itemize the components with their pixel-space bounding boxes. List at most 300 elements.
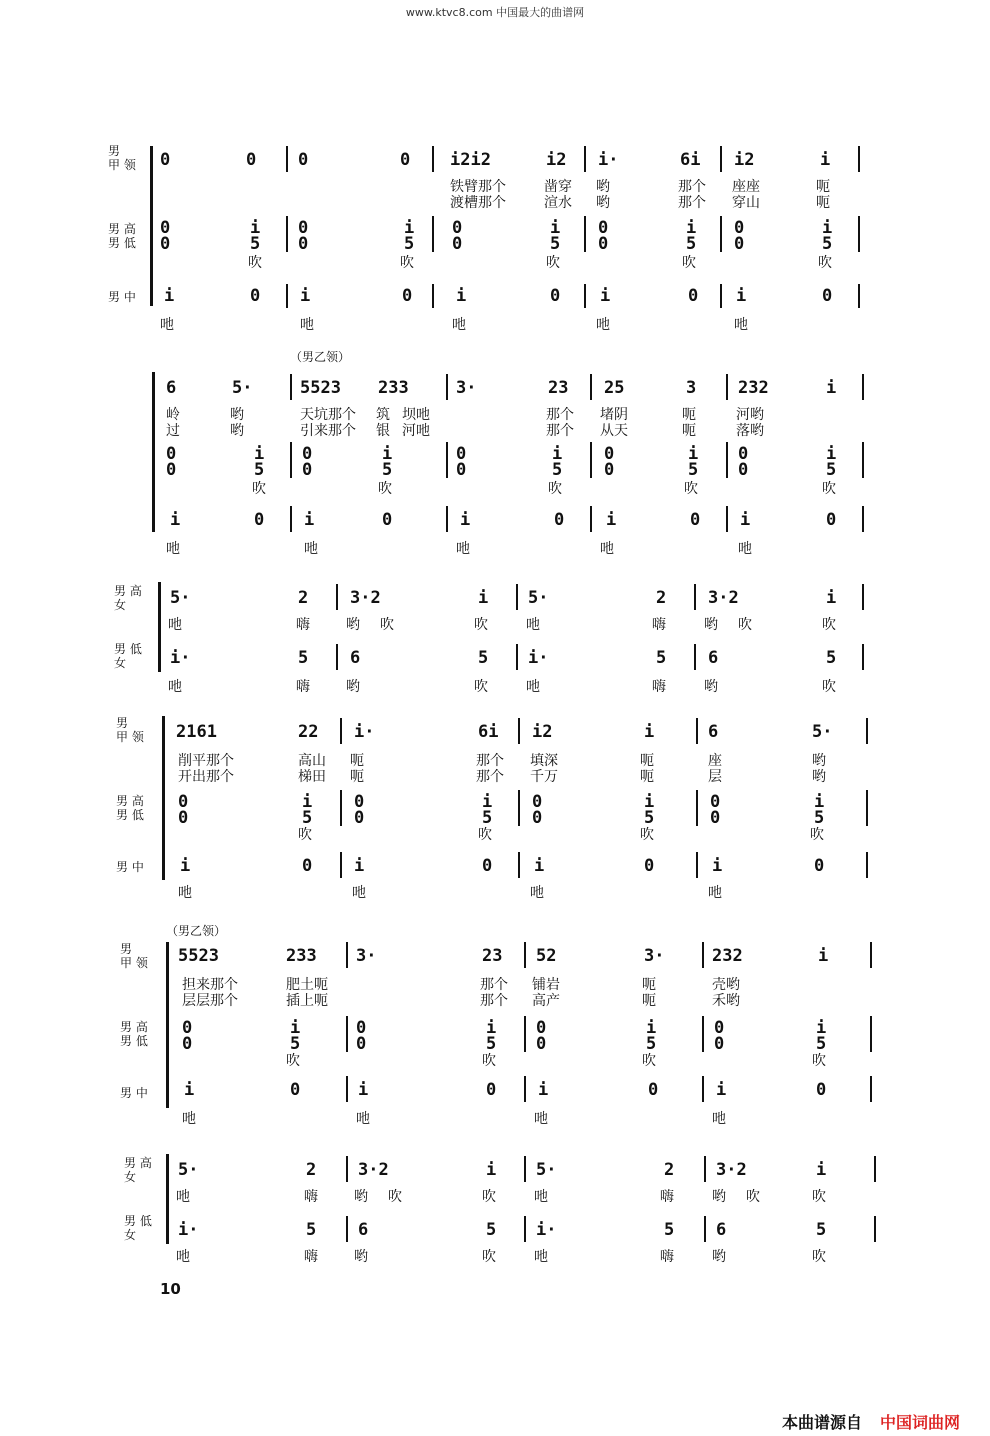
lyric: 层层那个 [182,993,238,1009]
lyric: 吹 [812,1189,826,1205]
note: 0 [648,1080,659,1100]
lyric: 吹 [298,827,312,843]
lyric: 吹 [482,1053,496,1069]
lyric: 那个 [476,753,504,769]
lyric: 插上呃 [286,993,328,1009]
lyric: 嗨 [304,1189,318,1205]
note: 3· [356,946,377,966]
barline [524,1156,526,1182]
note: 6 [708,648,719,668]
barline [286,216,288,252]
lyric: 那个 [546,423,574,439]
lyric: 层 [708,769,722,785]
lyric: 呃 [682,423,696,439]
lyric: 吔 [456,541,470,557]
barline [696,718,698,744]
barline [584,284,586,308]
barline [862,644,864,670]
part-label-mid: 男 中 [116,860,144,874]
lyric: 呃 [350,769,364,785]
note: i [460,510,471,530]
note: i [820,150,831,170]
barline [340,790,342,826]
barline [518,790,520,826]
lyric: 高山 [298,753,326,769]
note: i [606,510,617,530]
note: i [552,444,563,464]
barline [720,284,722,308]
barline [874,1216,876,1242]
lyric: 吔 [160,317,174,333]
lyric: 削平那个 [178,753,234,769]
note: 52 [536,946,557,966]
note: 0 [738,460,749,480]
note: 5 [302,808,313,828]
note: 5 [644,808,655,828]
barline [346,942,348,968]
barline [516,644,518,670]
note: i· [598,150,619,170]
barline [346,1216,348,1242]
lyric: 那个 [546,407,574,423]
barline [590,506,592,532]
note: 5 [404,234,415,254]
note: 0 [356,1018,367,1038]
barline [290,442,292,478]
note: 5· [528,588,549,608]
note: i [382,444,393,464]
repeat-barline [432,146,434,172]
lyric: 凿穿 [544,179,572,195]
lyric: 吔 [534,1249,548,1265]
note: i· [170,648,191,668]
lyric: 吹 [746,1189,760,1205]
note: 5· [812,722,833,742]
lyric: 嗨 [296,617,310,633]
part-label-mid: 男 中 [120,1086,148,1100]
lyric: 哟 [354,1249,368,1265]
note: 5 [826,460,837,480]
barline [346,1076,348,1102]
note: 5 [814,808,825,828]
page-header: www.ktvc8.com 中国最大的曲谱网 [405,6,585,19]
lead-note: （男乙领） [290,350,351,364]
lyric: 肥土呃 [286,977,328,993]
note: 5 [482,808,493,828]
barline [874,1156,876,1182]
note: 0 [710,808,721,828]
note: 0 [452,234,463,254]
barline [866,790,868,826]
barline [432,284,434,308]
note: i· [536,1220,557,1240]
note: 232 [712,946,743,966]
part-label-mix-high: 男 高 女 [124,1156,152,1184]
note: 0 [532,792,543,812]
note: 5 [478,648,489,668]
note: 0 [182,1034,193,1054]
lyric: 吹 [482,1189,496,1205]
lyric: 吹 [822,617,836,633]
note: 6 [350,648,361,668]
note: 0 [486,1080,497,1100]
barline [702,942,704,968]
note: i [816,1018,827,1038]
lyric: 那个 [480,977,508,993]
lyric: 吔 [534,1189,548,1205]
lyric: 嗨 [652,679,666,695]
barline [862,584,864,610]
lyric: 梯田 [298,769,326,785]
note: 5 [816,1034,827,1054]
lyric: 吹 [286,1053,300,1069]
note: i [486,1018,497,1038]
note: 0 [604,460,615,480]
part-label-mix-low: 男 低 女 [124,1214,152,1242]
lyric: 哟 [230,423,244,439]
note: i [550,218,561,238]
lyric: 吔 [176,1249,190,1265]
lyric: 落哟 [736,423,764,439]
note: i2 [532,722,553,742]
part-label-lead: 男 甲 领 [108,144,136,172]
lyric: 渲水 [544,195,572,211]
lyric: 呃 [350,753,364,769]
note: i [644,792,655,812]
barline [340,852,342,878]
note: i· [354,722,375,742]
note: 6i [478,722,499,742]
note: 0 [644,856,655,876]
lyric: 吔 [596,317,610,333]
note: i [164,286,175,306]
lyric: 哟 [354,1189,368,1205]
lyric: 吹 [482,1249,496,1265]
lyric: 吹 [822,481,836,497]
system-bracket [166,942,174,1108]
part-label-mid: 男 中 [108,290,136,304]
lyric: 吹 [642,1053,656,1069]
system-bracket [166,1154,174,1244]
lyric: 呃 [642,977,656,993]
lyric: 吹 [380,617,394,633]
note: 0 [452,218,463,238]
barline [590,374,592,400]
note: 0 [598,218,609,238]
barline [858,216,860,252]
lyric: 吹 [738,617,752,633]
lyric: 吔 [600,541,614,557]
note: 0 [536,1018,547,1038]
lyric: 哟 [346,679,360,695]
lyric: 吔 [166,541,180,557]
note: 2 [306,1160,317,1180]
note: 5 [250,234,261,254]
barline [336,644,338,670]
note: 0 [160,218,171,238]
barline [858,284,860,308]
end-barline [862,506,864,532]
note: 0 [710,792,721,812]
barline [726,442,728,478]
note: 0 [160,150,171,170]
barline [696,852,698,878]
barline [524,1216,526,1242]
note: 0 [182,1018,193,1038]
note: 0 [554,510,565,530]
lyric: 吔 [356,1111,370,1127]
lyric: 壳哟 [712,977,740,993]
lyric: 填深 [530,753,558,769]
note: 0 [400,150,411,170]
lyric: 那个 [678,179,706,195]
note: 0 [734,218,745,238]
lyric: 筑 [376,407,390,423]
note: 233 [378,378,409,398]
lyric: 开出那个 [178,769,234,785]
note: 5· [170,588,191,608]
lyric: 吔 [178,885,192,901]
barline [290,374,292,400]
note: 0 [382,510,393,530]
lyric: 穿山 [732,195,760,211]
note: i2 [546,150,567,170]
note: 0 [298,218,309,238]
note: 5 [826,648,837,668]
lyric: 天坑那个 [300,407,356,423]
note: i [300,286,311,306]
barline [704,1156,706,1182]
lyric: 座 [708,753,722,769]
note: 0 [354,808,365,828]
barline [726,374,728,400]
barline [518,718,520,744]
lyric: 坝吔 [402,407,430,423]
note: i [686,218,697,238]
note: 0 [160,234,171,254]
lyric: 吹 [812,1053,826,1069]
note: 0 [298,234,309,254]
note: i [646,1018,657,1038]
system-bracket [150,146,158,306]
note: 0 [826,510,837,530]
end-barline [862,442,864,478]
lyric: 呃 [640,753,654,769]
part-label-high-low: 男 高 男 低 [120,1020,148,1048]
lyric: 那个 [678,195,706,211]
note: 0 [714,1018,725,1038]
barline [720,216,722,252]
note: 0 [178,808,189,828]
note: i [826,378,837,398]
barline [286,146,288,172]
note: 0 [734,234,745,254]
note: i [254,444,265,464]
lyric: 引来那个 [300,423,356,439]
lyric: 哟 [812,769,826,785]
note: i [358,1080,369,1100]
barline [866,852,868,878]
note: 0 [302,444,313,464]
note: i [302,792,313,812]
lyric: 吔 [526,617,540,633]
note: 5 [822,234,833,254]
barline [290,506,292,532]
note: i [818,946,829,966]
lyric: 呃 [642,993,656,1009]
note: 0 [402,286,413,306]
note: 5523 [178,946,219,966]
barline [702,1076,704,1102]
lyric: 呃 [816,195,830,211]
lyric: 吹 [818,255,832,271]
lyric: 哟 [230,407,244,423]
note: 0 [302,460,313,480]
part-label-lead: 男 甲 领 [120,942,148,970]
lyric: 吹 [548,481,562,497]
lyric: 吹 [478,827,492,843]
note: 25 [604,378,625,398]
lyric: 嗨 [296,679,310,695]
note: i [184,1080,195,1100]
lyric: 吔 [530,885,544,901]
barline [720,146,722,172]
lyric: 吔 [712,1111,726,1127]
note: 5 [664,1220,675,1240]
system-bracket [152,372,160,532]
note: 0 [178,792,189,812]
note: i [478,588,489,608]
note: i [482,792,493,812]
note: 0 [456,460,467,480]
lyric: 哟 [596,179,610,195]
note: 5 [688,460,699,480]
note: 22 [298,722,319,742]
lyric: 嗨 [660,1189,674,1205]
lyric: 吔 [708,885,722,901]
barline [336,584,338,610]
note: i [600,286,611,306]
note: 5523 [300,378,341,398]
lyric: 吹 [682,255,696,271]
part-label-mix-low: 男 低 女 [114,642,142,670]
lyric: 禾哟 [712,993,740,1009]
system-bracket [158,582,166,672]
note: 0 [690,510,701,530]
note: i· [178,1220,199,1240]
note: 3·2 [716,1160,747,1180]
lyric: 吔 [182,1111,196,1127]
note: 2 [664,1160,675,1180]
end-barline [862,374,864,400]
note: 0 [536,1034,547,1054]
page-number: 10 [160,1280,181,1298]
barline [694,584,696,610]
note: 2 [656,588,667,608]
barline [446,374,448,400]
note: 0 [354,792,365,812]
note: 3 [686,378,697,398]
note: i [826,444,837,464]
note: i [688,444,699,464]
barline [584,146,586,172]
note: 6 [708,722,719,742]
lyric: 嗨 [660,1249,674,1265]
barline [346,1016,348,1052]
barline [432,216,434,252]
lyric: 吔 [738,541,752,557]
lyric: 吔 [176,1189,190,1205]
note: i [404,218,415,238]
lyric: 吹 [388,1189,402,1205]
lyric: 呃 [816,179,830,195]
note: i [170,510,181,530]
barline [446,442,448,478]
barline [704,1216,706,1242]
note: 0 [814,856,825,876]
note: 0 [298,150,309,170]
note: 5· [178,1160,199,1180]
note: 2 [298,588,309,608]
lyric: 吹 [252,481,266,497]
note: 0 [254,510,265,530]
note: 5 [254,460,265,480]
barline [446,506,448,532]
lyric: 哟 [712,1189,726,1205]
note: i [816,1160,827,1180]
note: 0 [166,444,177,464]
note: i [716,1080,727,1100]
lyric: 高产 [532,993,560,1009]
barline [702,1016,704,1052]
lyric: 从天 [600,423,628,439]
note: i [486,1160,497,1180]
note: i [644,722,655,742]
barline [696,790,698,826]
note: 5 [290,1034,301,1054]
end-barline [870,942,872,968]
lyric: 哟 [712,1249,726,1265]
note: i [304,510,315,530]
part-label-lead: 男 甲 领 [116,716,144,744]
note: i [354,856,365,876]
note: 6 [166,378,177,398]
note: 5 [656,648,667,668]
lyric: 呃 [640,769,654,785]
lyric: 吔 [534,1111,548,1127]
note: 5 [486,1034,497,1054]
end-barline [870,1076,872,1102]
lyric: 吹 [812,1249,826,1265]
note: 3·2 [350,588,381,608]
lyric: 吹 [640,827,654,843]
barline [340,718,342,744]
note: i [736,286,747,306]
barline [858,146,860,172]
barline [524,1076,526,1102]
note: 0 [456,444,467,464]
note: 3· [644,946,665,966]
note: 232 [738,378,769,398]
note: 23 [548,378,569,398]
lyric: 哟 [812,753,826,769]
lyric: 座座 [732,179,760,195]
lyric: 堵阴 [600,407,628,423]
lyric: 担来那个 [182,977,238,993]
barline [346,1156,348,1182]
note: 5 [550,234,561,254]
lyric: 铁臂那个 [450,179,506,195]
